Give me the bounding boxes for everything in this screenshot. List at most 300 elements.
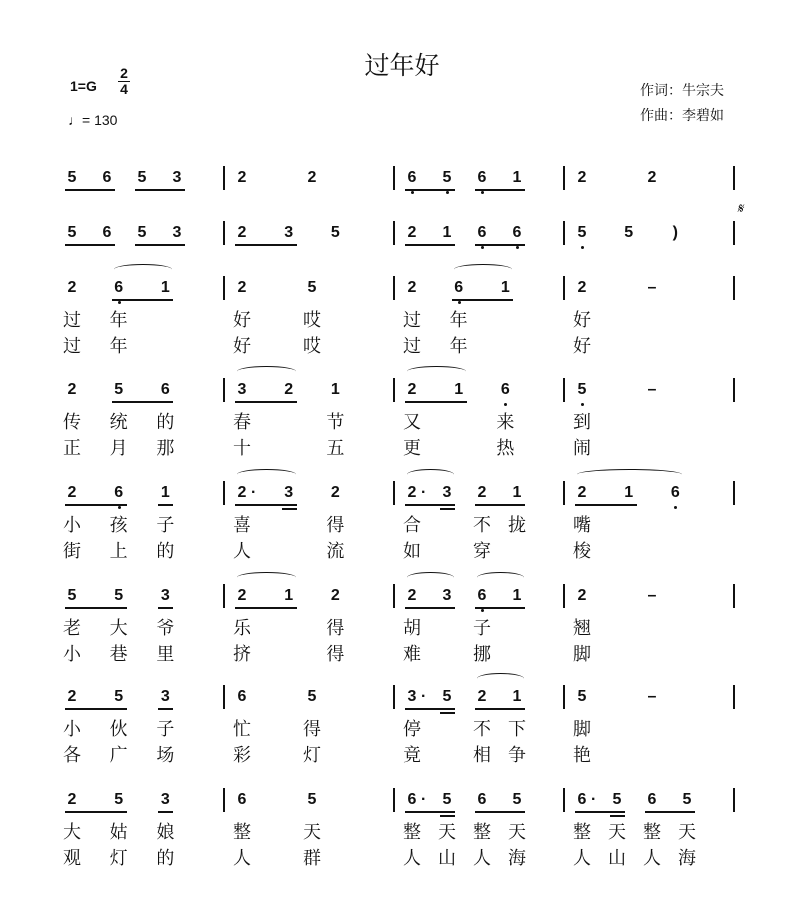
measure — [573, 381, 745, 459]
measure — [573, 279, 745, 357]
note — [282, 223, 329, 243]
beam-underline-double — [440, 508, 455, 510]
lyric-verse-2: 脚 — [573, 644, 591, 665]
barline — [393, 276, 395, 300]
beam-underline — [65, 504, 112, 506]
barline — [393, 221, 395, 245]
lyric-verse-1: 天 — [678, 822, 696, 843]
note — [235, 223, 282, 243]
note — [135, 223, 170, 243]
note — [622, 223, 669, 243]
note-number: 6 — [500, 381, 510, 398]
note — [109, 278, 159, 357]
note-number: 5 — [114, 587, 124, 604]
note — [403, 380, 452, 459]
lyric-verse-2: 竟 — [403, 745, 421, 766]
time-signature-bottom: 4 — [120, 81, 128, 97]
lyric-verse-1: 又 — [403, 412, 421, 433]
measure — [63, 587, 235, 665]
lyric-verse-1: 大 — [63, 822, 81, 843]
beam-underline — [65, 811, 112, 813]
octave-dot-below — [481, 246, 484, 249]
beam-underline — [235, 607, 282, 609]
lyric-verse-1: 天 — [608, 822, 626, 843]
note — [156, 483, 205, 562]
note — [473, 483, 510, 562]
beam-underline — [622, 504, 637, 506]
beam-underline — [170, 189, 185, 191]
note-number: – — [647, 587, 657, 604]
lyric-verse-1: 哎 — [303, 310, 321, 331]
lyric-verse-1: 小 — [63, 515, 81, 536]
note — [573, 483, 622, 562]
note — [303, 687, 375, 766]
barline — [393, 685, 395, 709]
lyric-verse-2: 更 — [403, 438, 421, 459]
barline — [223, 788, 225, 812]
beam-underline — [235, 401, 282, 403]
beam-underline — [158, 504, 173, 506]
note-number: 6 — [407, 791, 417, 808]
measure — [65, 224, 235, 257]
note-number: – — [647, 279, 657, 296]
note — [135, 168, 170, 188]
note-number: 5 — [307, 688, 317, 705]
barline — [223, 378, 225, 402]
note — [440, 168, 475, 188]
beam-underline — [282, 607, 297, 609]
lyric-verse-2: 人 — [233, 848, 251, 869]
lyric-verse-1: 伙 — [109, 719, 128, 740]
note — [475, 168, 510, 188]
note-number: 5 — [114, 381, 124, 398]
beam-underline-double — [440, 712, 455, 714]
song-title: 过年好 — [364, 51, 440, 80]
note-number: 2 — [407, 224, 417, 241]
barline-end — [733, 584, 735, 608]
lyric-verse-1: 大 — [109, 618, 128, 639]
quarter-note-icon: ♩ — [68, 112, 82, 128]
note — [326, 586, 375, 665]
measure — [405, 169, 575, 202]
lyric-verse-2: 各 — [63, 745, 81, 766]
note-number: 2 — [237, 587, 247, 604]
note — [403, 687, 440, 766]
note — [645, 687, 715, 707]
note — [668, 483, 715, 503]
lyric-verse-2: 争 — [508, 745, 526, 766]
lyric-verse-1: 脚 — [573, 719, 591, 740]
beam-underline — [405, 504, 440, 506]
note-number: 2 — [237, 279, 247, 296]
note — [403, 790, 440, 869]
note-number: 6 — [102, 169, 112, 186]
segno-icon: 𝄋 — [737, 200, 744, 216]
lyric-verse-2: 年 — [109, 336, 128, 357]
score-line — [65, 224, 747, 257]
lyric-verse-2: 海 — [508, 848, 526, 869]
beam-underline — [440, 708, 455, 710]
note-number: 6 — [477, 587, 487, 604]
note-number: 3 — [284, 484, 294, 501]
measure — [63, 688, 235, 766]
barline — [393, 481, 395, 505]
lyric-verse-2: 流 — [326, 541, 345, 562]
note-number: 3 — [160, 587, 170, 604]
beam-underline — [645, 811, 680, 813]
note-number: 1 — [442, 224, 452, 241]
barline — [223, 481, 225, 505]
note — [498, 278, 545, 298]
measure — [235, 169, 405, 202]
note-number: 6 — [102, 224, 112, 241]
beam-underline — [440, 607, 455, 609]
note — [233, 483, 282, 562]
note-number: 2 — [407, 381, 417, 398]
note-number: 3 — [160, 791, 170, 808]
barline — [563, 221, 565, 245]
note — [645, 278, 715, 298]
lyric-verse-1: 乐 — [233, 618, 251, 639]
lyric-verse-2: 年 — [449, 336, 468, 357]
note — [63, 483, 112, 562]
lyric-verse-2: 过 — [63, 336, 81, 357]
beam-underline — [475, 811, 510, 813]
note — [473, 586, 510, 665]
lyric-verse-2: 广 — [109, 745, 128, 766]
time-signature-top: 2 — [120, 65, 128, 81]
beam-underline — [452, 401, 467, 403]
note-number: 5 — [624, 224, 634, 241]
lyric-verse-2: 好 — [233, 336, 251, 357]
slur-arc — [237, 366, 296, 377]
lyric-verse-1: 小 — [63, 719, 81, 740]
lyric-verse-2: 场 — [156, 745, 175, 766]
beam-underline — [440, 189, 455, 191]
lyric-verse-1: 拢 — [508, 515, 526, 536]
note — [678, 790, 715, 869]
note — [100, 223, 135, 243]
barline — [563, 481, 565, 505]
beam-underline — [282, 401, 297, 403]
beam-underline — [100, 244, 115, 246]
barline — [223, 584, 225, 608]
note — [233, 790, 305, 869]
note-number: 5 — [137, 224, 147, 241]
note-number: 3 — [407, 688, 417, 705]
octave-dot-below — [458, 301, 461, 304]
beam-underline — [235, 244, 282, 246]
measure — [63, 484, 235, 562]
note-number: 2 — [330, 587, 340, 604]
beam-underline — [158, 299, 173, 301]
lyric-verse-2: 哎 — [303, 336, 321, 357]
note-number: 5 — [67, 587, 77, 604]
note-number: 6 — [407, 169, 417, 186]
beam-underline-double — [282, 508, 297, 510]
note — [109, 687, 159, 766]
note — [305, 168, 375, 188]
note-number: 2 — [407, 587, 417, 604]
slur-arc — [237, 469, 296, 480]
lyricist-credit: 作词：牛宗夫 — [640, 83, 724, 99]
note — [440, 687, 475, 707]
note-number: 2 — [577, 587, 587, 604]
barline-end — [733, 221, 735, 245]
barline — [563, 166, 565, 190]
note — [508, 687, 545, 766]
barline — [563, 276, 565, 300]
lyric-verse-2: 得 — [326, 644, 345, 665]
beam-underline — [510, 189, 525, 191]
note-number: 6 — [477, 224, 487, 241]
note-number: 2 — [237, 169, 247, 186]
beam-underline — [440, 504, 455, 506]
lyric-verse-2: 过 — [403, 336, 421, 357]
beam-underline — [405, 189, 440, 191]
note — [440, 483, 475, 503]
measure — [233, 688, 405, 766]
barline — [563, 685, 565, 709]
slur-arc — [477, 572, 524, 583]
note-number: 2 — [330, 484, 340, 501]
augmentation-dot: · — [421, 484, 427, 501]
note-number: 5 — [307, 791, 317, 808]
barline — [223, 276, 225, 300]
note-number: 1 — [284, 587, 294, 604]
note-number: 2 — [67, 688, 77, 705]
note-number: 6 — [114, 484, 124, 501]
note — [573, 380, 645, 459]
note — [109, 586, 159, 665]
note-number: 3 — [172, 224, 182, 241]
lyric-verse-2: 群 — [303, 848, 321, 869]
note — [233, 687, 305, 766]
beam-underline — [452, 299, 499, 301]
note — [449, 278, 499, 357]
note — [452, 380, 499, 400]
note — [643, 790, 680, 869]
note — [573, 687, 645, 766]
note — [440, 223, 475, 243]
lyric-verse-2: 山 — [608, 848, 626, 869]
note — [156, 687, 205, 766]
note-number: 2 — [477, 484, 487, 501]
lyric-verse-1: 来 — [496, 412, 515, 433]
measure — [403, 688, 575, 766]
octave-dot-below — [581, 246, 584, 249]
lyric-verse-1: 忙 — [233, 719, 251, 740]
note-number: 6 — [477, 791, 487, 808]
octave-dot-below — [504, 403, 507, 406]
note-number: 5 — [577, 688, 587, 705]
time-signature — [118, 66, 130, 97]
note — [100, 168, 135, 188]
beam-underline — [610, 811, 625, 813]
note-number: 3 — [160, 688, 170, 705]
note-number: 5 — [114, 791, 124, 808]
barline — [393, 584, 395, 608]
note — [303, 278, 375, 357]
lyric-verse-1: 天 — [438, 822, 456, 843]
note-number: 5 — [577, 224, 587, 241]
note-number: 1 — [512, 484, 522, 501]
note — [109, 380, 159, 459]
beam-underline — [158, 708, 173, 710]
beam-underline — [158, 607, 173, 609]
note — [233, 380, 282, 459]
lyric-verse-2: 观 — [63, 848, 81, 869]
note — [326, 483, 375, 562]
note — [326, 380, 375, 459]
augmentation-dot: · — [421, 791, 427, 808]
note — [508, 790, 545, 869]
note-number: 3 — [284, 224, 294, 241]
lyric-verse-1: 整 — [403, 822, 421, 843]
lyric-verse-2: 相 — [473, 745, 491, 766]
note — [473, 687, 510, 766]
beam-underline — [282, 504, 297, 506]
note — [403, 586, 440, 665]
measure — [573, 688, 745, 766]
note-number: 3 — [237, 381, 247, 398]
beam-underline — [510, 811, 525, 813]
measure — [233, 791, 405, 869]
note-number: – — [647, 381, 657, 398]
note — [575, 168, 645, 188]
note — [573, 278, 645, 357]
lyric-verse-1: 节 — [326, 412, 345, 433]
note-number: 5 — [67, 224, 77, 241]
lyric-verse-1: 下 — [508, 719, 526, 740]
note-number: – — [647, 688, 657, 705]
lyric-verse-2: 巷 — [109, 644, 128, 665]
beam-underline — [475, 189, 510, 191]
note-number: 1 — [160, 484, 170, 501]
score-line — [63, 381, 747, 459]
note-number: 2 — [67, 381, 77, 398]
octave-dot-below — [516, 246, 519, 249]
note — [235, 168, 305, 188]
lyric-verse-2: 人 — [573, 848, 591, 869]
lyric-verse-1: 年 — [449, 310, 468, 331]
note — [328, 223, 375, 243]
note — [170, 223, 205, 243]
note-number: 1 — [512, 587, 522, 604]
note-number: 5 — [442, 169, 452, 186]
lyric-verse-1: 整 — [643, 822, 661, 843]
beam-underline — [405, 811, 440, 813]
measure — [573, 587, 745, 665]
lyric-verse-2: 人 — [473, 848, 491, 869]
lyric-verse-2: 人 — [403, 848, 421, 869]
beam-underline — [575, 811, 610, 813]
lyric-verse-1: 好 — [573, 310, 591, 331]
note — [65, 223, 100, 243]
beam-underline — [65, 607, 112, 609]
lyric-verse-2: 的 — [156, 848, 175, 869]
composer-credit: 作曲：李碧如 — [640, 108, 724, 124]
lyric-verse-1: 过 — [63, 310, 81, 331]
note — [573, 790, 610, 869]
measure — [63, 381, 235, 459]
note — [510, 223, 545, 243]
note — [403, 483, 440, 562]
note — [233, 278, 305, 357]
lyric-verse-2: 人 — [643, 848, 661, 869]
lyric-verse-1: 喜 — [233, 515, 251, 536]
note — [438, 790, 475, 869]
note — [575, 223, 622, 243]
note-number: 1 — [160, 279, 170, 296]
lyric-verse-2: 十 — [233, 438, 251, 459]
beam-underline — [405, 607, 440, 609]
lyric-verse-1: 整 — [233, 822, 251, 843]
measure — [573, 484, 745, 562]
note-number: 2 — [67, 279, 77, 296]
lyric-verse-1: 老 — [63, 618, 81, 639]
beam-underline — [112, 401, 159, 403]
barline — [563, 584, 565, 608]
measure — [63, 791, 235, 869]
lyric-verse-2: 挤 — [233, 644, 251, 665]
note — [496, 380, 545, 459]
note-number: 2 — [284, 381, 294, 398]
note — [63, 790, 112, 869]
lyric-verse-1: 翘 — [573, 618, 591, 639]
lyric-verse-1: 子 — [156, 719, 175, 740]
note-number: 6 — [114, 279, 124, 296]
barline-end — [733, 685, 735, 709]
note — [645, 380, 715, 400]
slur-arc — [407, 366, 466, 377]
note-number: ) — [672, 224, 678, 241]
note-number: 2 — [237, 224, 247, 241]
beam-underline-double — [440, 815, 455, 817]
lyric-verse-1: 年 — [109, 310, 128, 331]
beam-underline — [112, 607, 127, 609]
note-number: 5 — [67, 169, 77, 186]
note — [233, 586, 282, 665]
note-number: 6 — [237, 791, 247, 808]
note-number: 5 — [114, 688, 124, 705]
beam-underline — [235, 504, 282, 506]
note — [109, 483, 159, 562]
score-line — [63, 791, 747, 869]
slur-arc — [477, 673, 524, 684]
lyric-verse-1: 传 — [63, 412, 81, 433]
note — [158, 278, 205, 298]
score-line — [63, 688, 747, 766]
beam-underline — [510, 708, 525, 710]
lyric-verse-2: 穿 — [473, 541, 491, 562]
lyric-verse-2: 如 — [403, 541, 421, 562]
note — [65, 168, 100, 188]
lyric-verse-2: 灯 — [109, 848, 128, 869]
note-number: 2 — [577, 484, 587, 501]
note-number: 3 — [442, 587, 452, 604]
lyric-verse-2: 难 — [403, 644, 421, 665]
note — [510, 586, 545, 606]
note-number: 5 — [682, 791, 692, 808]
note-number: 2 — [577, 169, 587, 186]
octave-dot-below — [446, 191, 449, 194]
note-number: 5 — [330, 224, 340, 241]
note-number: 5 — [577, 381, 587, 398]
measure — [235, 224, 405, 257]
note — [475, 223, 510, 243]
note — [608, 790, 645, 869]
